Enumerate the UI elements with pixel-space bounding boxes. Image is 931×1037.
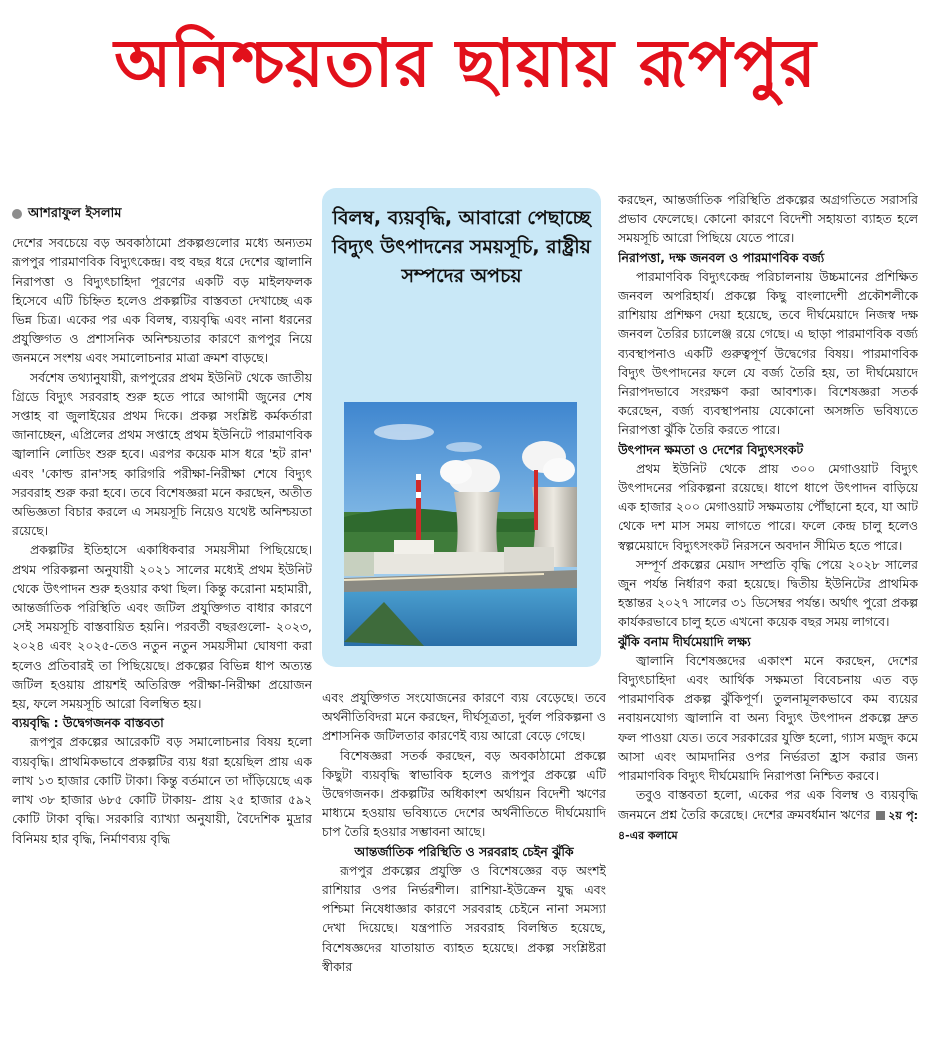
paragraph: রূপপুর প্রকল্পের আরেকটি বড় সমালোচনার বিষয় হলো ব্যয়বৃদ্ধি। প্রাথমিকভাবে প্রকল্পটির ব্যয় ধরা হয়েছিল প্রায় এক লাখ ১৩ হাজার কোটি টাকা। কিন্তু বর্তমানে তা দাঁড়িয়েছে এক লাখ ৩৮ হাজার ৬৮৫ কোটি টাকায়- প্রায় ২৫ হাজার ৫৯২ কোটি টাকা বৃদ্ধি। সরকারি ব্যাখ্যা অনুযায়ী, বৈদেশিক মুদ্রার বিনিময় হার বৃদ্ধি, নির্মাণব্যয় বৃদ্ধি	[12, 734, 312, 846]
paragraph	[618, 785, 918, 845]
paragraph: সর্বশেষ তথ্যানুযায়ী, রূপপুরের প্রথম ইউনিট থেকে জাতীয় গ্রিডে বিদ্যুৎ সরবরাহ শুরু হতে পারে আগামী জুনের শেষ সপ্তাহ বা জুলাইয়ের প্রথম দিকে। প্রকল্প সংশ্লিষ্ট কর্মকর্তারা জানাচ্ছেন, এপ্রিলের প্রথম সপ্তাহে প্রথম ইউনিটে পারমাণবিক জ্বালানি লোডিং শুরু হবে। এরপর কয়েক মাস ধরে 'হট রান' এবং 'কোল্ড রান'সহ কারিগরি পরীক্ষা-নিরীক্ষা শেষে বিদ্যুৎ সরবরাহ শুরু করা হবে। তবে বিশেষজ্ঞরা মনে করছেন, অতীত অভিজ্ঞতা বিচার করলে এ সময়সূচি নিয়েও যথেষ্ট অনিশ্চয়তা রয়েছে।	[12, 369, 312, 539]
subheading: নিরাপত্তা, দক্ষ জনবল ও পারমাণবিক বর্জ্য	[618, 249, 825, 265]
byline	[12, 204, 312, 223]
author-name: আশরাফুল ইসলাম	[28, 206, 122, 221]
paragraph: করছেন, আন্তর্জাতিক পরিস্থিতি প্রকল্পের অগ্রগতিতে সরাসরি প্রভাব ফেলেছে। কোনো কারণে বিদেশী সহায়তা ব্যাহত হলে সময়সূচি আরো পিছিয়ে যেতে পারে।	[618, 192, 918, 246]
highlight-title: বিলম্ব, ব্যয়বৃদ্ধি, আবারো পেছাচ্ছে বিদ্যুৎ উৎপাদনের সময়সূচি, রাষ্ট্রীয় সম্পদের অপচয়	[332, 207, 591, 287]
nuclear-plant-photo	[344, 402, 577, 646]
paragraph: সম্পূর্ণ প্রকল্পের মেয়াদ সম্প্রতি বৃদ্ধি পেয়ে ২০২৮ সালের জুন পর্যন্ত নির্ধারণ করা হয়েছে। দ্বিতীয় ইউনিটের প্রাথমিক হস্তান্তর ২০২৭ সালের ৩১ ডিসেম্বর পর্যন্ত। অর্থাৎ পুরো প্রকল্প কার্যকরভাবে চালু হতে এখনো কয়েক বছর সময় লাগবে।	[618, 556, 918, 630]
paragraph: রূপপুর প্রকল্পের প্রযুক্তি ও বিশেষজ্ঞের বড় অংশই রাশিয়ার ওপর নির্ভরশীল। রাশিয়া-ইউক্রেন যুদ্ধ এবং পশ্চিমা নিষেধাজ্ঞার কারণে সরবরাহ চেইনে নানা সমস্যা দেখা দিয়েছে। যন্ত্রপাতি সরবরাহ বিলম্বিত হয়েছে, বিশেষজ্ঞদের যাতায়াত ব্যাহত হয়েছে। প্রকল্প সংশ্লিষ্টরা স্বীকার	[322, 862, 606, 974]
column-1	[12, 204, 312, 1034]
subheading: আন্তর্জাতিক পরিস্থিতি ও সরবরাহ চেইন ঝুঁকি	[354, 843, 574, 859]
paragraph-text: তবুও বাস্তবতা হলো, একের পর এক বিলম্ব ও ব্যয়বৃদ্ধি জনমনে প্রশ্ন তৈরি করেছে। দেশের ক্রমবর্ধমান ঋণের	[618, 787, 918, 822]
square-bullet-icon	[876, 811, 885, 820]
subheading: ঝুঁকি বনাম দীর্ঘমেয়াদি লক্ষ্য	[618, 633, 751, 649]
paragraph: জ্বালানি বিশেষজ্ঞদের একাংশ মনে করছেন, দেশের বিদ্যুৎচাহিদা এবং আর্থিক সক্ষমতা বিবেচনায় এত বড় পারমাণবিক প্রকল্প ঝুঁকিপূর্ণ। তুলনামূলকভাবে কম ব্যয়ের নবায়নযোগ্য জ্বালানি বা অন্য বিদ্যুৎ উৎপাদন প্রকল্পে দ্রুত ফল পাওয়া যেত। তবে সরকারের যুক্তি হলো, গ্যাস মজুদ কমে আসা এবং আমদানির ওপর নির্ভরতা হ্রাস করার জন্য পারমাণবিক বিদ্যুৎ দীর্ঘমেয়াদি নিরাপত্তা নিশ্চিত করবে।	[618, 652, 918, 784]
paragraph: এবং প্রযুক্তিগত সংযোজনের কারণে ব্যয় বেড়েছে। তবে অর্থনীতিবিদরা মনে করছেন, দীর্ঘসূত্রতা, দুর্বল পরিকল্পনা ও প্রশাসনিক জটিলতার কারণেই ব্যয় আরো বেড়ে গেছে।	[322, 690, 606, 744]
column-2	[322, 688, 606, 1034]
paragraph: দেশের সবচেয়ে বড় অবকাঠামো প্রকল্পগুলোর মধ্যে অন্যতম রূপপুর পারমাণবিক বিদ্যুৎকেন্দ্র। বহু বছর ধরে দেশের জ্বালানি নিরাপত্তা ও বিদ্যুৎচাহিদা পূরণের একটি বড় মাইলফলক হিসেবে এটি চিহ্নিত হলেও প্রকল্পটির বাস্তবতা দেখাচ্ছে এক ভিন্ন চিত্র। একের পর এক বিলম্ব, ব্যয়বৃদ্ধি এবং নানা ধরনের প্রযুক্তিগত ও প্রশাসনিক অনিশ্চয়তার কারণে রূপপুর নিয়ে জনমনে সংশয় এবং সমালোচনার মাত্রা ক্রমশ বাড়ছে।	[12, 235, 312, 366]
subheading: ব্যয়বৃদ্ধি : উদ্বেগজনক বাস্তবতা	[12, 715, 164, 731]
subheading: উৎপাদন ক্ষমতা ও দেশের বিদ্যুৎসংকট	[618, 441, 804, 457]
paragraph: পারমাণবিক বিদ্যুৎকেন্দ্র পরিচালনায় উচ্চমানের প্রশিক্ষিত জনবল অপরিহার্য। প্রকল্পে কিছু বাংলাদেশী প্রকৌশলীকে রাশিয়ায় প্রশিক্ষণ দেয়া হয়েছে, তবে দীর্ঘমেয়াদে নিজস্ব দক্ষ জনবল তৈরির চ্যালেঞ্জ রয়ে গেছে। এ ছাড়া পারমাণবিক বর্জ্য ব্যবস্থাপনাও একটি গুরুত্বপূর্ণ উদ্বেগের বিষয়। পারমাণবিক বিদ্যুৎ উৎপাদনের ফলে যে বর্জ্য তৈরি হয়, তা দীর্ঘমেয়াদে নিরাপদভাবে সংরক্ষণ করা আবশ্যক। বিশেষজ্ঞরা সতর্ক করেছেন, বর্জ্য ব্যবস্থাপনায় যেকোনো অসঙ্গতি ভবিষ্যতে নিরাপত্তা ঝুঁকি তৈরি করতে পারে।	[618, 268, 918, 438]
column-3	[618, 190, 918, 1034]
bullet-icon	[12, 209, 22, 219]
headline: অনিশ্চয়তার ছায়ায় রূপপুর	[114, 25, 817, 102]
paragraph: প্রথম ইউনিট থেকে প্রায় ৩০০ মেগাওয়াট বিদ্যুৎ উৎপাদনের পরিকল্পনা রয়েছে। ধাপে ধাপে উৎপাদন বাড়িয়ে এক হাজার ২০০ মেগাওয়াট সক্ষমতায় পৌঁছানো হবে, যা আট থেকে দশ মাস সময় লাগতে পারে। ফলে কেন্দ্র চালু হলেও স্বল্পমেয়াদে বিদ্যুৎসংকট নিরসনে অবদান সীমিত হতে পারে।	[618, 460, 918, 553]
paragraph: বিশেষজ্ঞরা সতর্ক করছেন, বড় অবকাঠামো প্রকল্পে কিছুটা ব্যয়বৃদ্ধি স্বাভাবিক হলেও রূপপুর প্রকল্পে এটি উদ্বেগজনক। প্রকল্পটির অধিকাংশ অর্থায়ন বিদেশী ঋণের মাধ্যমে হওয়ায় ভবিষ্যতে দেশের অর্থনীতিতে দীর্ঘমেয়াদি চাপ তৈরি হওয়ার সম্ভাবনা আছে।	[322, 747, 606, 840]
paragraph: প্রকল্পটির ইতিহাসে একাধিকবার সময়সীমা পিছিয়েছে। প্রথম পরিকল্পনা অনুযায়ী ২০২১ সালের মধ্যেই প্রথম ইউনিট থেকে উৎপাদন শুরু হওয়ার কথা ছিল। কিন্তু করোনা মহামারী, আন্তর্জাতিক পরিস্থিতি এবং জটিল প্রযুক্তিগত বাধার কারণে সেই সময়সূচি বাস্তবায়িত হয়নি। পরবর্তী বছরগুলো- ২০২৩, ২০২৪ এবং ২০২৫-তেও নতুন নতুন সময়সীমা ঘোষণা করা হলেও প্রতিবারই তা পিছিয়েছে। প্রকল্পের বিভিন্ন ধাপ অত্যন্ত জটিল হওয়ায় প্রায়শই অতিরিক্ত পরীক্ষা-নিরীক্ষা প্রয়োজন হয়, ফলে সময়সূচি আরো বিলম্বিত হয়।	[12, 542, 312, 712]
continued-note: ২য় পৃ: ৪-এর কলামে	[618, 808, 918, 842]
